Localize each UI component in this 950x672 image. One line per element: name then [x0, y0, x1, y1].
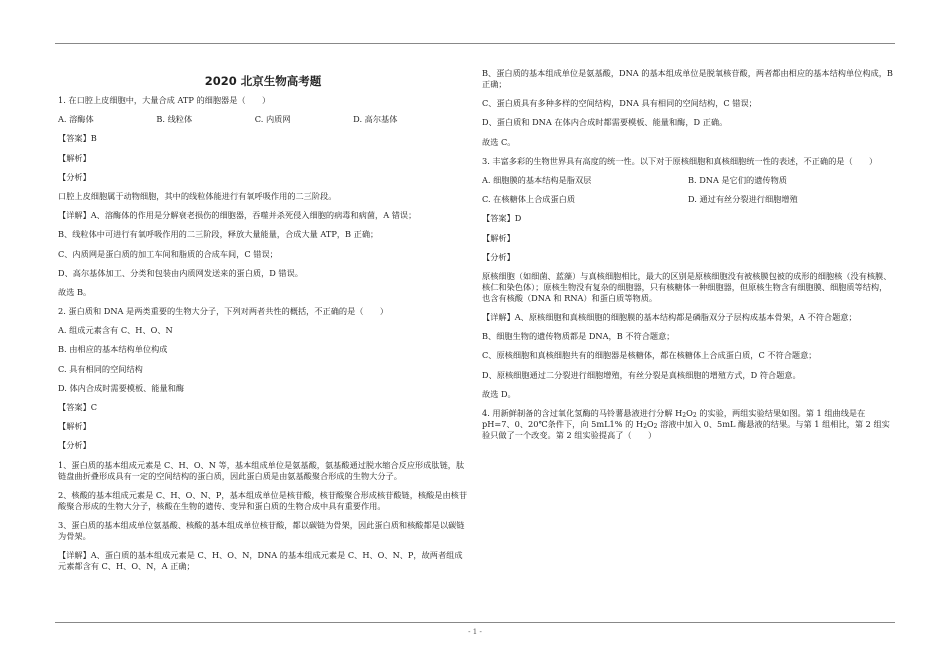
q4-sub-3: 2	[643, 423, 647, 430]
q3-conclusion: 故选 D。	[482, 388, 516, 399]
q3-detail-c: C、原核细胞和真核细胞共有的细胞器是核糖体，都在核糖体上合成蛋白质，C 不符合题意；	[482, 350, 817, 361]
q1-analysis: 口腔上皮细胞属于动物细胞，其中的线粒体能进行有氧呼吸作用的二三阶段。	[58, 190, 337, 201]
q3-stem: 3. 丰富多彩的生物世界具有高度的统一性。以下对于原核细胞和真核细胞统一性的表述，不正确的是（ ）	[482, 155, 878, 166]
q1-option-d: D. 高尔基体	[353, 114, 398, 125]
q3-detail-a: 【详解】A、原核细胞和真核细胞的细胞膜的基本结构都是磷脂双分子层构成基本骨架，A 不符合题意；	[482, 312, 857, 323]
q1-option-a: A. 溶酶体	[58, 114, 94, 125]
q1-detail-b: B、线粒体中可进行有氧呼吸作用的二三阶段，释放大量能量，合成大量 ATP，B 正确；	[58, 229, 379, 240]
q2-detail-c: C、蛋白质具有多种多样的空间结构，DNA 具有相同的空间结构，C 错误；	[482, 98, 757, 109]
page-number: - 1 -	[468, 628, 482, 636]
q2-detail-a: 【详解】A、蛋白质的基本组成元素是 C、H、O、N，DNA 的基本组成元素是 C、H、O、N、P，故两者组成元素都含有 C、H、O、N，A 正确；	[58, 550, 463, 572]
q3-options-row2	[482, 194, 894, 205]
q3-option-c: C. 在核糖体上合成蛋白质	[482, 194, 576, 205]
q3-jiexi: 【解析】	[482, 232, 515, 243]
q1-answer: 【答案】B	[58, 133, 97, 144]
q2-detail-d: D、蛋白质和 DNA 在体内合成时都需要模板、能量和酶，D 正确。	[482, 117, 728, 128]
q4-stem-b: O	[686, 408, 693, 418]
q1-fenxi: 【分析】	[58, 171, 91, 182]
q2-option-d: D. 体内合成时需要模板、能量和酶	[58, 382, 185, 393]
right-column	[482, 68, 894, 449]
q1-option-c: C. 内质网	[254, 114, 291, 125]
q2-stem: 2. 蛋白质和 DNA 是两类重要的生物大分子，下列对两者共性的概括，不正确的是（ ）	[58, 306, 389, 317]
q3-detail-d: D、原核细胞通过二分裂进行细胞增殖，有丝分裂是真核细胞的增殖方式，D 符合题意。	[482, 369, 801, 380]
q3-option-a: A. 细胞膜的基本结构是脂双层	[482, 174, 592, 185]
q4-stem-c: 的实验，两组实验结果如图。第 1 组曲线是在 pH=7、0、20℃条件下，向 5mL1% 的 H	[482, 408, 866, 429]
q4-sub-2: 2	[692, 412, 697, 419]
q1-detail-c: C、内质网是蛋白质的加工车间和脂质的合成车间，C 错误；	[58, 248, 278, 259]
q3-answer: 【答案】D	[482, 213, 522, 224]
q1-options	[58, 114, 468, 125]
q4-sub-1: 2	[682, 412, 687, 419]
q3-option-b: B. DNA 是它们的遗传物质	[688, 174, 787, 185]
q2-option-b: B. 由相应的基本结构单位构成	[58, 344, 168, 355]
q3-analysis: 原核细胞（如细菌、蓝藻）与真核细胞相比，最大的区别是原核细胞没有被核膜包被的成形的细胞核（没有核膜、核仁和染色体）；原核生物没有复杂的细胞器，只有核糖体一种细胞器，但原核生物含有细胞膜、细胞质等结构，也含有核酸（DNA 和 RNA）和蛋白质等物质。	[482, 270, 892, 303]
footer-rule	[55, 622, 895, 623]
q1-option-b: B. 线粒体	[156, 114, 193, 125]
left-column	[58, 68, 468, 580]
q2-jiexi: 【解析】	[58, 421, 91, 432]
q2-answer: 【答案】C	[58, 402, 98, 412]
q2-option-c: C. 具有相同的空间结构	[58, 363, 143, 374]
q1-detail-d: D、高尔基体加工、分类和包装由内质网发送来的蛋白质，D 错误。	[58, 267, 303, 278]
q1-detail-a: 【详解】A、溶酶体的作用是分解衰老损伤的细胞器，吞噬并杀死侵入细胞的病毒和病菌，A 错误；	[58, 210, 417, 221]
q2-option-a: A. 组成元素含有 C、H、O、N	[58, 325, 173, 336]
q2-fenxi: 【分析】	[58, 440, 91, 451]
q3-option-d: D. 通过有丝分裂进行细胞增殖	[688, 194, 798, 205]
q4-stem	[482, 408, 894, 441]
q1-stem: 1. 在口腔上皮细胞中，大量合成 ATP 的细胞器是（ ）	[58, 95, 271, 105]
q2-detail-b: B、蛋白质的基本组成单位是氨基酸，DNA 的基本组成单位是脱氧核苷酸，两者都由相应的基本结构单位构成，B 正确；	[482, 68, 893, 89]
q2-analysis-3: 3、蛋白质的基本组成单位氨基酸、核酸的基本组成单位核苷酸，都以碳链为骨架，因此蛋白质和核酸都是以碳链为骨架。	[58, 519, 465, 541]
q2-conclusion: 故选 C。	[482, 136, 516, 147]
q4-stem-a: 4. 用新鲜制备的含过氧化氢酶的马铃薯悬液进行分解 H	[482, 408, 683, 418]
q4-stem-e: 溶液中加入 0、5mL 酶悬液的结果。与第 1 组相比，第 2 组实验只做了一个改变。第 2 组实验提高了（ ）	[482, 419, 890, 440]
q4-sub-4: 2	[653, 423, 658, 430]
q1-jiexi: 【解析】	[58, 152, 91, 163]
q4-stem-d: O	[646, 419, 654, 429]
q2-analysis-2: 2、核酸的基本组成元素是 C、H、O、N、P，基本组成单位是核苷酸，核苷酸聚合形成核苷酸链，核酸是由核苷酸聚合形成的生物大分子，核酸在生物的遗传、变异和蛋白质的生物合成中具有重要作用。	[58, 489, 468, 511]
q3-options-row1	[482, 175, 894, 186]
header-rule	[55, 43, 895, 44]
page-title: 2020 北京生物高考题	[204, 74, 322, 88]
q1-conclusion: 故选 B。	[58, 286, 92, 297]
q3-fenxi: 【分析】	[482, 251, 515, 262]
q2-analysis-1: 1、蛋白质的基本组成元素是 C、H、O、N 等，基本组成单位是氨基酸，氨基酸通过脱水缩合反应形成肽链，肽链盘曲折叠形成具有一定的空间结构的蛋白质，因此蛋白质是由氨基酸聚合形成的生物大分子。	[58, 459, 465, 481]
q3-detail-b: B、细胞生物的遗传物质都是 DNA，B 不符合题意；	[482, 331, 675, 342]
